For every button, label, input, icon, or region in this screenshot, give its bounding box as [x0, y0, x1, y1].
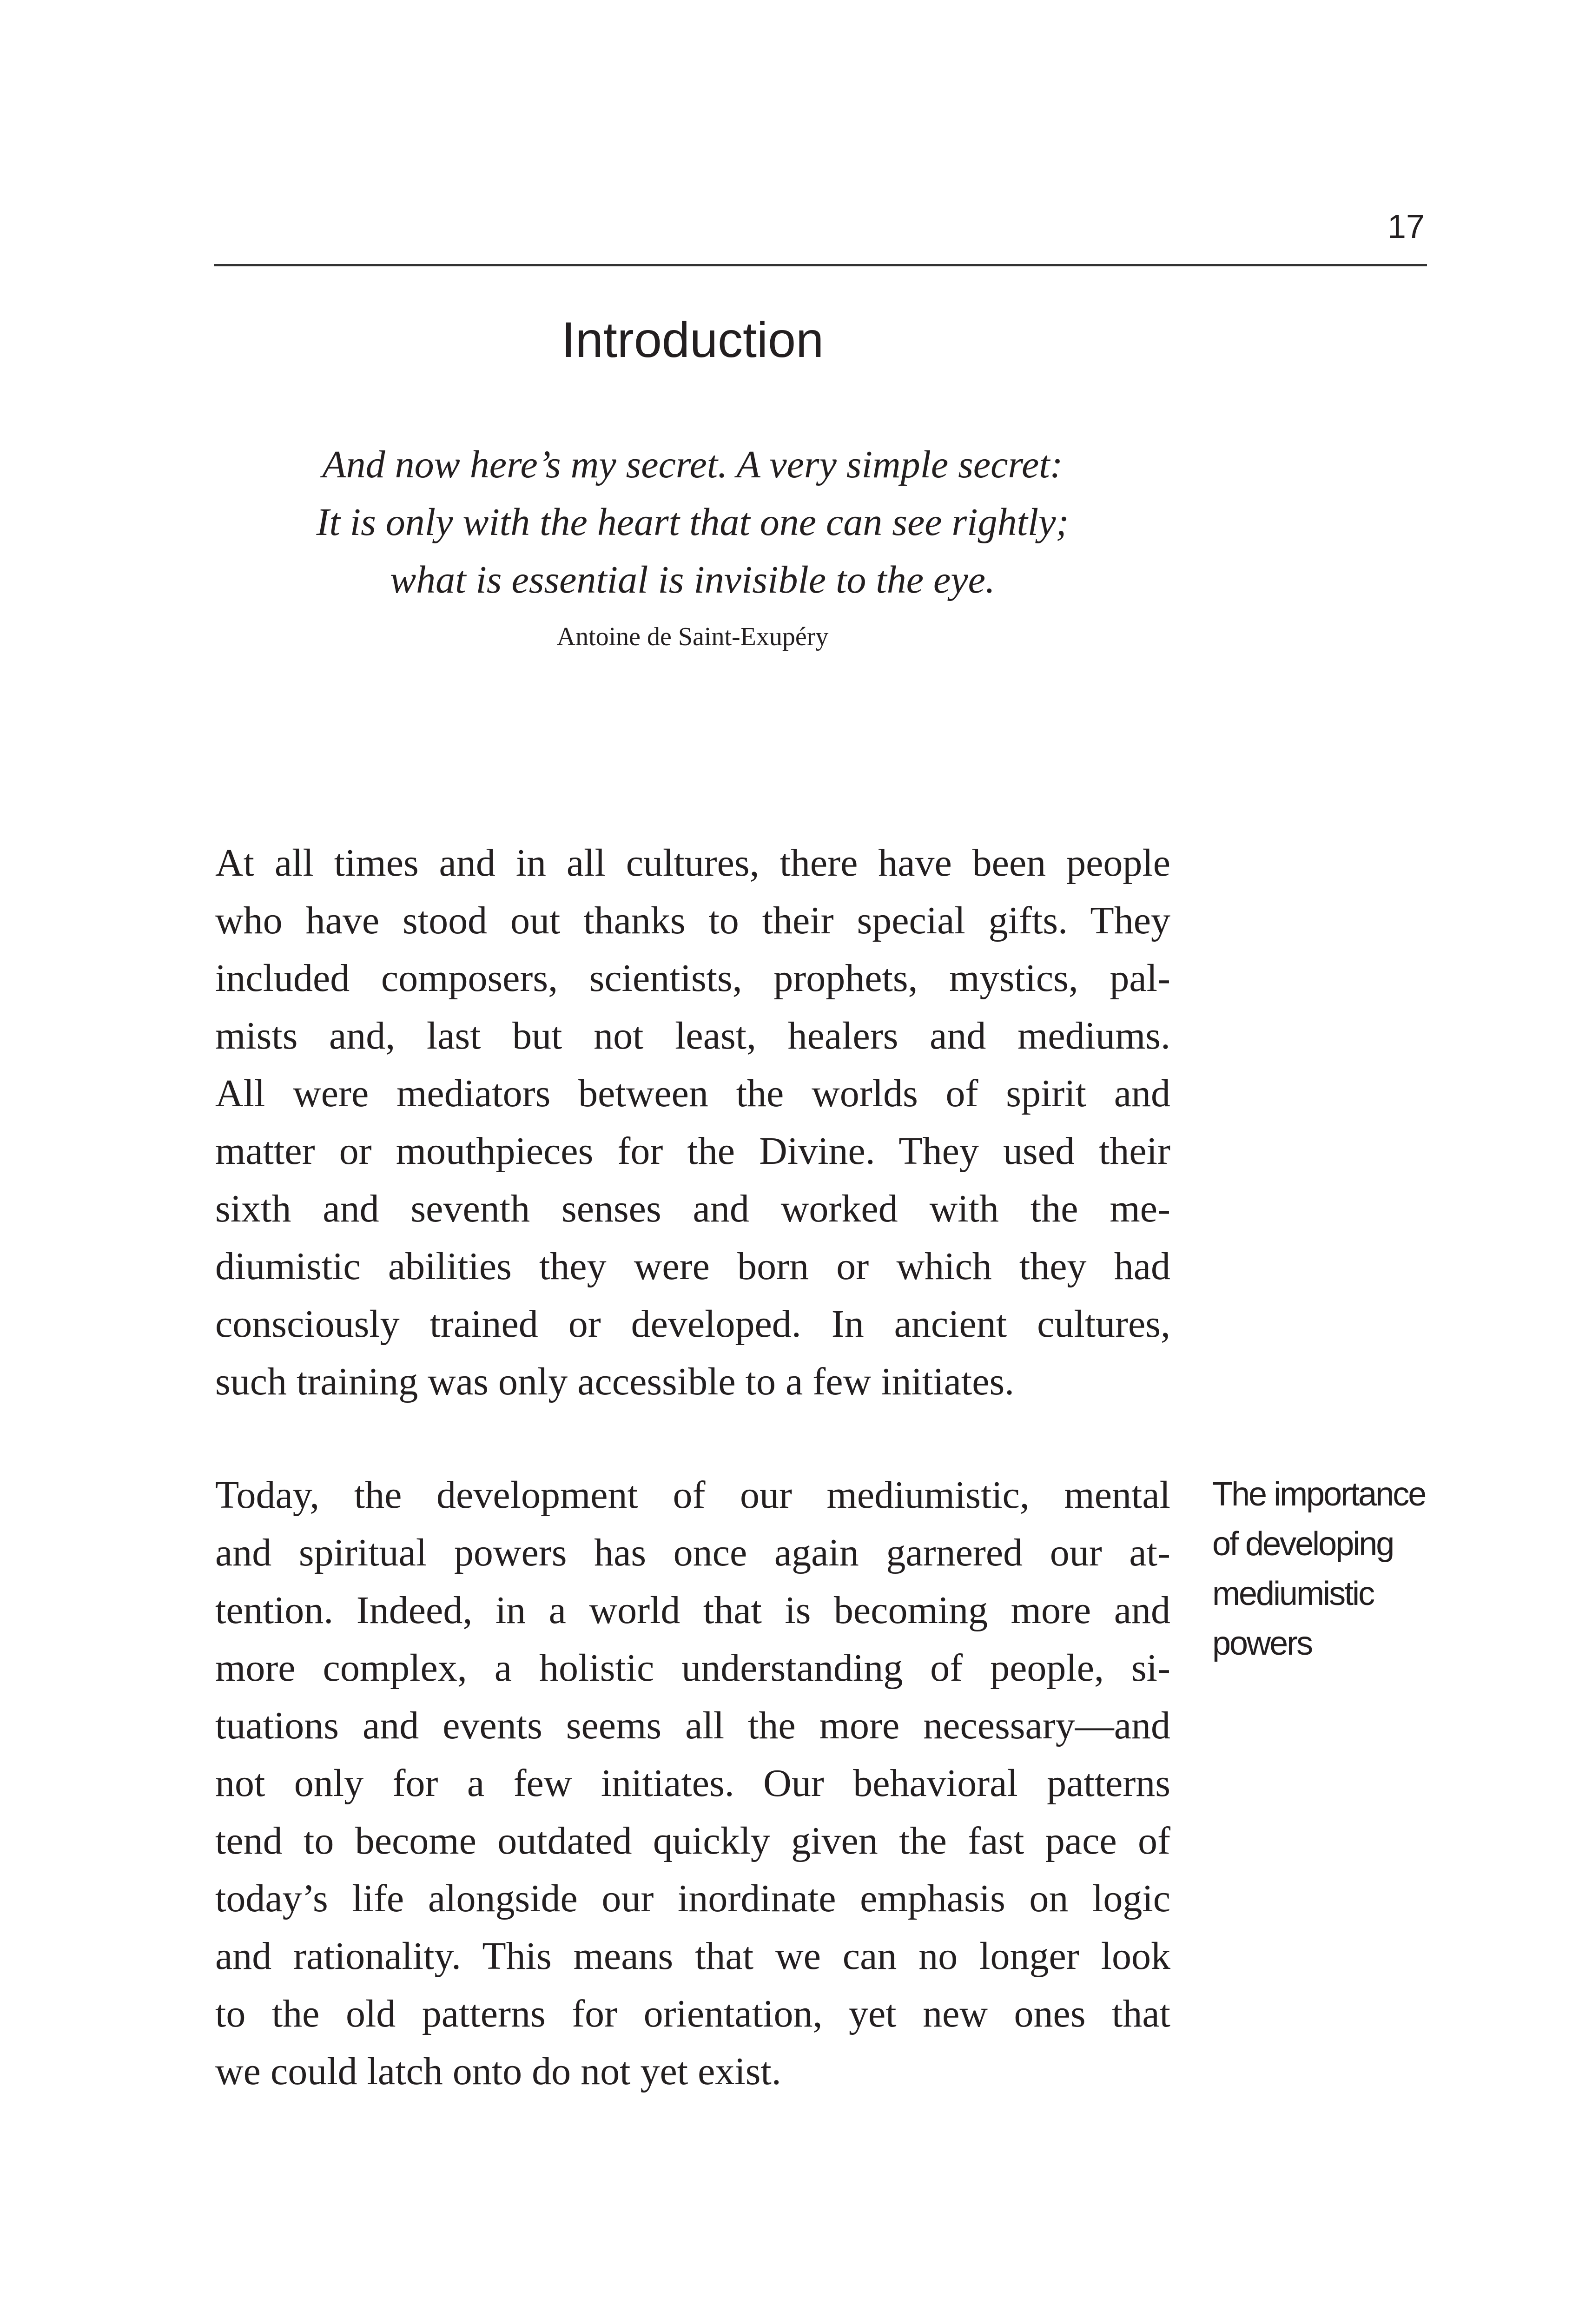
- text-line: At all times and in all cultures, there have been people: [215, 841, 1170, 885]
- epigraph-line: It is only with the heart that one can see rightly;: [316, 501, 1069, 544]
- text-line: matter or mouthpieces for the Divine. They used their: [215, 1129, 1170, 1173]
- margin-note-line: powers: [1212, 1625, 1312, 1662]
- text-line: tention. Indeed, in a world that is becoming more and: [215, 1589, 1170, 1632]
- text-line: today’s life alongside our inordinate emphasis on logic: [215, 1877, 1170, 1920]
- text-line: such training was only accessible to a few initiates.: [215, 1360, 1015, 1403]
- text-line: sixth and seventh senses and worked with the me-: [215, 1187, 1170, 1230]
- chapter-title: Introduction: [561, 311, 824, 368]
- text-line: who have stood out thanks to their special gifts. They: [215, 899, 1170, 942]
- epigraph-author: Antoine de Saint-Exupéry: [556, 622, 829, 651]
- text-line: Today, the development of our mediumistic, mental: [215, 1473, 1170, 1517]
- text-line: included composers, scientists, prophets, mystics, pal-: [215, 957, 1170, 1000]
- text-line: not only for a few initiates. Our behavioral patterns: [215, 1762, 1170, 1805]
- text-line: consciously trained or developed. In ancient cultures,: [215, 1302, 1170, 1346]
- body-paragraph-1: [215, 834, 1170, 1411]
- margin-note-line: mediumistic: [1212, 1575, 1374, 1612]
- margin-note-line: of developing: [1212, 1525, 1394, 1563]
- page-number: 17: [1387, 208, 1425, 245]
- epigraph-line: what is essential is invisible to the eye.: [390, 558, 995, 601]
- epigraph: [214, 436, 1171, 655]
- margin-note: [1212, 1470, 1426, 1669]
- text-line: diumistic abilities they were born or which they had: [215, 1245, 1170, 1288]
- header-rule: [214, 264, 1427, 266]
- text-line: tend to become outdated quickly given the fast pace of: [215, 1819, 1170, 1862]
- text-line: more complex, a holistic understanding of people, si-: [215, 1646, 1170, 1690]
- text-line: mists and, last but not least, healers and mediums.: [215, 1014, 1170, 1057]
- epigraph-line: And now here’s my secret. A very simple secret:: [322, 443, 1063, 486]
- text-line: All were mediators between the worlds of spirit and: [215, 1072, 1170, 1115]
- text-line: we could latch onto do not yet exist.: [215, 2050, 781, 2093]
- text-line: to the old patterns for orientation, yet new ones that: [215, 1992, 1170, 2035]
- margin-note-line: The importance: [1212, 1476, 1426, 1513]
- text-line: and spiritual powers has once again garnered our at-: [215, 1531, 1170, 1574]
- text-line: and rationality. This means that we can no longer look: [215, 1934, 1170, 1978]
- body-paragraph-2: [215, 1466, 1170, 2100]
- text-line: tuations and events seems all the more necessary—and: [215, 1704, 1170, 1747]
